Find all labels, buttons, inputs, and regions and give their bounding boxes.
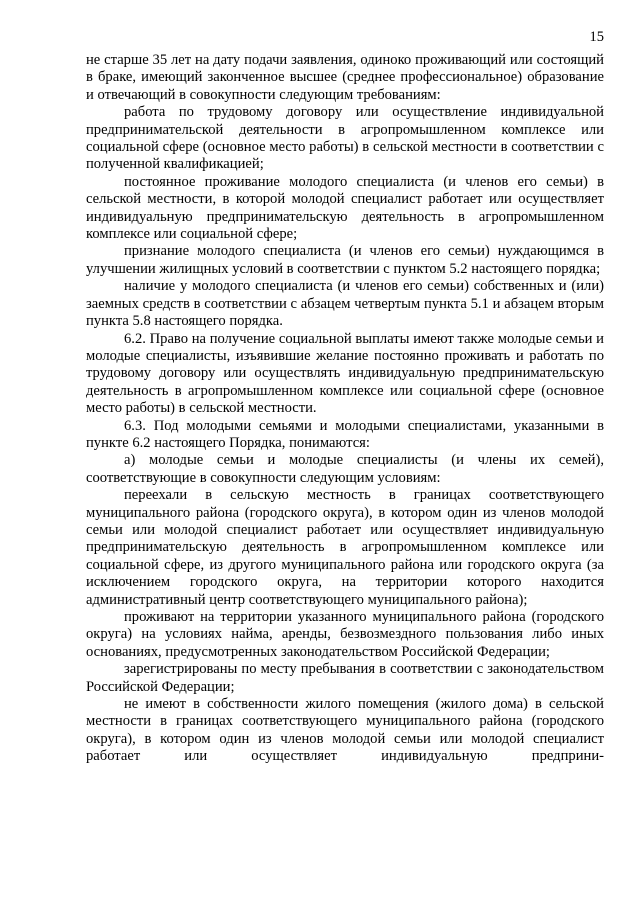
paragraph-4: признание молодого специалиста (и членов его семьи) нуждающимся в улучшении жилищных условий в соответствии с пунктом 5.2 настоящего порядка;: [86, 243, 604, 277]
paragraph-6-2: 6.2. Право на получение социальной выплаты имеют также молодые семьи и молодые специалисты, изъявившие желание постоянно проживать и работать по трудовому договору или осуществлять индивидуальную предпринимательскую деятельность в агропромышленном комплексе или социальной сфере (основное место работы) в сельской местности.: [86, 330, 604, 417]
document-body: [86, 52, 604, 766]
paragraph-5: наличие у молодого специалиста (и членов его семьи) собственных и (или) заемных средств в соответствии с абзацем четвертым пункта 5.1 и абзацем вторым пункта 5.8 настоящего порядка.: [86, 278, 604, 330]
paragraph-condition-2: проживают на территории указанного муниципального района (городского округа) на условиях найма, аренды, безвозмездного пользования либо иных основаниях, предусмотренных законодательством Российской Федерации;: [86, 609, 604, 660]
paragraph-condition-3: зарегистрированы по месту пребывания в соответствии с законодательством Российской Федерации;: [86, 661, 604, 695]
paragraph-condition-4: не имеют в собственности жилого помещения (жилого дома) в сельской местности в границах соответствующего муниципального района (городского округа), в котором один из членов молодой семьи или молодой специалист работает или осуществляет индивидуальную предприни-: [86, 696, 604, 765]
page-number: 15: [589, 29, 604, 45]
paragraph-6-3-a: а) молодые семьи и молодые специалисты (и члены их семей), соответствующие в совокупности следующим условиям:: [86, 452, 604, 486]
paragraph-1: не старше 35 лет на дату подачи заявления, одиноко проживающий или состоящий в браке, имеющий законченное высшее (среднее профессиональное) образование и отвечающий в совокупности следующим требованиям:: [86, 52, 604, 103]
paragraph-condition-1: переехали в сельскую местность в границах соответствующего муниципального района (городского округа), в котором один из членов молодой семьи или молодой специалист работает или осуществляет индивидуальную предпринимательскую деятельность в агропромышленном комплексе или социальной сфере, из другого муниципального района или городского округа (за исключением городского округа, на территории которого находится административный центр соответствующего муниципального района);: [86, 487, 604, 608]
paragraph-2: работа по трудовому договору или осуществление индивидуальной предпринимательской деятельности в агропромышленном комплексе или социальной сфере (основное место работы) в сельской местности в соответствии с полученной квалификацией;: [86, 104, 604, 173]
paragraph-3: постоянное проживание молодого специалиста (и членов его семьи) в сельской местности, в которой молодой специалист работает или осуществляет индивидуальную предпринимательскую деятельность в агропромышленном комплексе или социальной сфере;: [86, 173, 604, 243]
paragraph-6-3: 6.3. Под молодыми семьями и молодыми специалистами, указанными в пункте 6.2 настоящего Порядка, понимаются:: [86, 417, 604, 451]
